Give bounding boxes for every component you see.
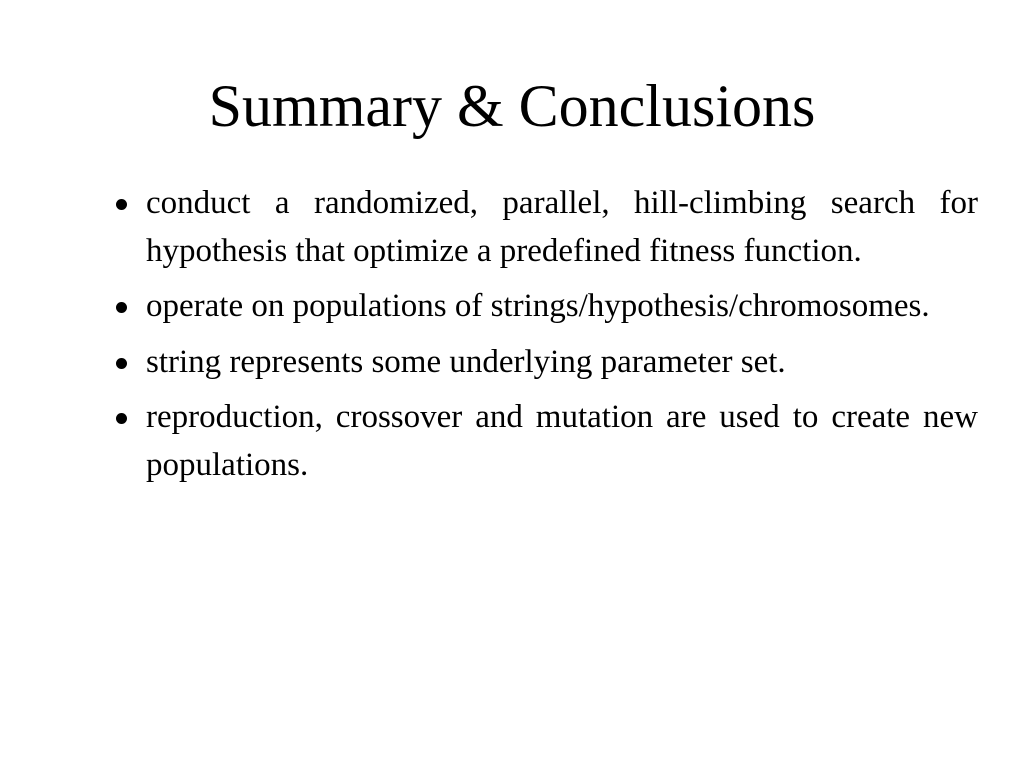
bullet-text: reproduction, crossover and mutation are used to create new populations. (146, 399, 978, 483)
bullet-list (110, 180, 978, 497)
bullet-item (110, 283, 978, 331)
bullet-text: conduct a randomized, parallel, hill-climbing search for hypothesis that optimize a predefined fitness function. (146, 185, 978, 269)
bullet-dot-icon (116, 413, 127, 424)
slide-title: Summary & Conclusions (208, 73, 816, 139)
bullet-text: string represents some underlying parameter set. (146, 343, 786, 380)
bullet-dot-icon (116, 302, 127, 313)
bullet-text: operate on populations of strings/hypothesis/chromosomes. (146, 288, 930, 324)
bullet-dot-icon (116, 199, 127, 210)
bullet-dot-icon (116, 358, 127, 369)
bullet-item (110, 180, 978, 275)
bullet-item (110, 339, 978, 387)
bullet-item (110, 394, 978, 489)
